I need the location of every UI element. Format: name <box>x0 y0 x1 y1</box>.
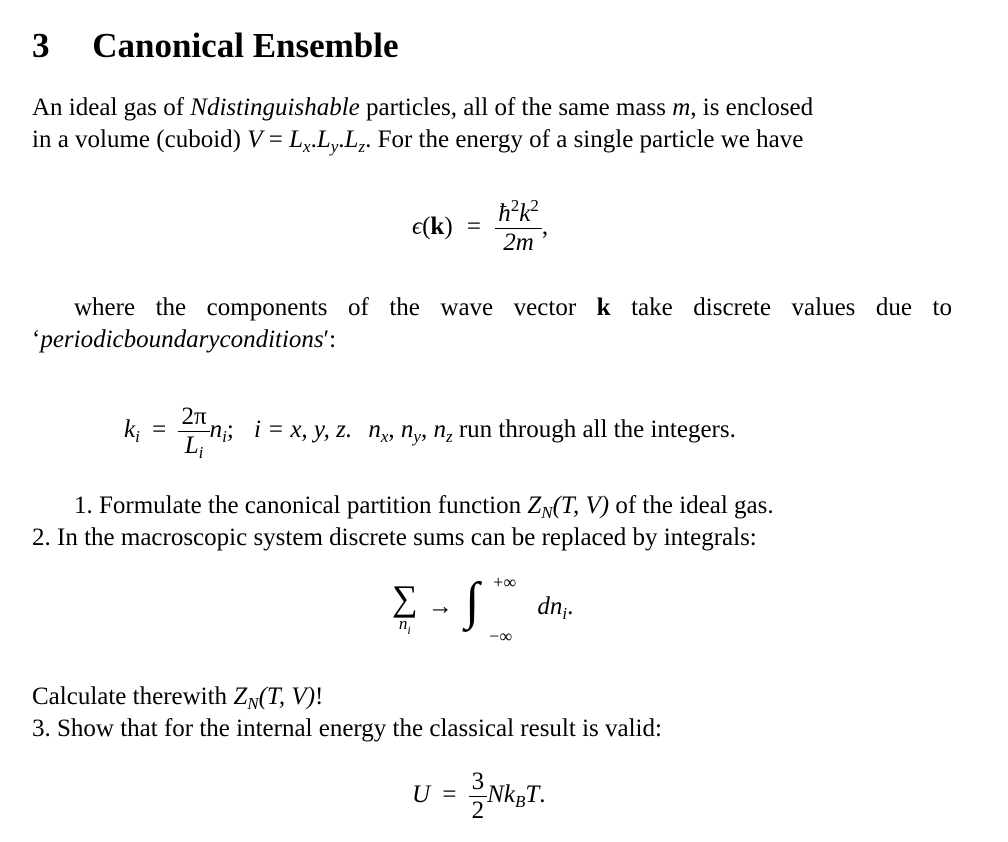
para2-line-2 <box>32 324 952 356</box>
lower-limit: −∞ <box>489 626 513 646</box>
var-l: L <box>316 126 331 153</box>
exponent: 2 <box>530 196 539 215</box>
arguments: (T, V) <box>258 683 316 710</box>
intro-paragraph <box>32 92 952 156</box>
comma: , <box>388 416 401 444</box>
sub-i: i <box>562 604 568 623</box>
sub-z: z <box>358 137 366 156</box>
period: . <box>567 593 574 620</box>
intro-text: particles, all of the same mass <box>359 94 673 121</box>
var-z: Z <box>527 492 542 519</box>
emphasis-distinguishable: distinguishable <box>206 94 360 121</box>
quote-close: ′: <box>323 326 337 353</box>
wave-vector-k: k <box>430 213 445 241</box>
sub-i: i <box>222 427 227 447</box>
sub-n: N <box>247 694 259 713</box>
sum-symbol: ∑ <box>392 578 418 618</box>
para2-text: take discrete values due to <box>610 294 952 321</box>
sub-y: y <box>330 137 339 156</box>
arguments: (T, V) <box>552 492 610 519</box>
intro-text: , is enclosed <box>690 94 814 121</box>
equals-sign: = <box>466 213 481 241</box>
paragraph-2 <box>32 292 952 356</box>
numerator: 3 <box>469 768 488 797</box>
equals-sign: = <box>442 781 457 809</box>
exclamation: ! <box>315 683 324 710</box>
list-item-2 <box>32 522 757 554</box>
var-n: n <box>368 416 381 444</box>
sub-i: i <box>407 623 411 637</box>
paren: ) <box>444 213 453 241</box>
arrow-symbol: → <box>427 593 453 620</box>
epsilon-symbol: ϵ <box>412 213 423 241</box>
dot: . <box>310 126 317 153</box>
var-n: N <box>487 781 504 809</box>
sub-n: N <box>541 503 553 522</box>
item2-text: 2. In the macroscopic system discrete sums can be replaced by integrals: <box>32 524 757 551</box>
intro-line-2 <box>32 124 952 156</box>
para2-text: where the components of the wave vector <box>74 294 597 321</box>
var-k: k <box>503 781 515 809</box>
var-k: k <box>124 416 136 444</box>
differential <box>537 593 574 623</box>
sub-x: x <box>303 137 311 156</box>
comma: , <box>420 416 434 444</box>
intro-text: An ideal gas of <box>32 94 191 121</box>
equation-internal-energy <box>412 768 546 825</box>
sub-z: z <box>445 427 453 447</box>
item3-text: 3. Show that for the internal energy the classical result is valid: <box>32 715 662 742</box>
intro-text: . For the energy of a single particle we have <box>365 126 804 153</box>
fraction-2pi-over-li <box>178 403 209 460</box>
var-l: L <box>289 126 304 153</box>
section-title: Canonical Ensemble <box>92 26 399 65</box>
paren: ( <box>422 213 431 241</box>
dn: dn <box>537 593 563 620</box>
denominator: 2m <box>503 229 534 256</box>
var-n: n <box>400 416 414 444</box>
semicolon: ; <box>226 416 234 444</box>
hbar-symbol: ħ <box>498 200 511 227</box>
emphasis-periodic-boundary-conditions: periodicboundaryconditions <box>40 326 324 353</box>
sub-y: y <box>413 427 421 447</box>
var-v: V <box>247 126 263 153</box>
list-item-3 <box>32 713 662 745</box>
intro-text: in a volume (cuboid) <box>32 126 248 153</box>
period: . <box>539 781 546 809</box>
intro-line-1 <box>32 92 952 124</box>
comma: , <box>541 213 549 241</box>
para2-line-1 <box>32 292 952 324</box>
wave-vector-k: k <box>596 294 611 321</box>
quote-open: ‘ <box>32 326 41 353</box>
var-n: n <box>433 416 446 444</box>
fraction-hbar2k2-over-2m <box>495 196 542 257</box>
section-number: 3 <box>32 26 50 65</box>
sub-b: B <box>514 792 526 812</box>
equals-sign: = <box>152 416 167 444</box>
upper-limit: +∞ <box>493 572 517 592</box>
var-l: L <box>184 432 199 459</box>
calculate-line <box>32 681 323 713</box>
var-n: n <box>209 416 223 444</box>
integers-text: run through all the integers. <box>452 416 736 444</box>
numerator: 2π <box>178 403 209 432</box>
n-variables <box>368 416 453 447</box>
index-range: i = x, y, z. <box>254 416 353 444</box>
integral-symbol: ∫ <box>465 573 480 630</box>
calc-text: Calculate therewith <box>32 683 234 710</box>
equation-energy <box>412 196 549 257</box>
integral-operator <box>463 570 525 644</box>
var-u: U <box>412 781 431 809</box>
section-heading <box>32 26 399 66</box>
numerator <box>495 196 542 229</box>
var-t: T <box>525 781 540 809</box>
var-l: L <box>344 126 359 153</box>
sub-i: i <box>135 427 140 447</box>
var-z: Z <box>233 683 248 710</box>
fraction-3-over-2 <box>469 768 488 825</box>
sub-x: x <box>380 427 389 447</box>
exponent: 2 <box>510 196 520 215</box>
item1-text: 1. Formulate the canonical partition function <box>74 492 528 519</box>
sub-i: i <box>198 443 204 462</box>
var-n: n <box>398 614 408 633</box>
sum-operator <box>392 578 418 637</box>
equals-sign: = <box>262 126 290 153</box>
var-n: N <box>190 94 207 121</box>
denominator <box>178 432 209 460</box>
equation-k-discrete <box>124 403 736 460</box>
item1-text: of the ideal gas. <box>609 492 774 519</box>
dot: . <box>338 126 345 153</box>
var-k: k <box>519 200 531 227</box>
equation-sum-to-integral <box>392 570 573 644</box>
denominator: 2 <box>471 797 485 824</box>
list-item-1 <box>74 490 774 522</box>
var-m: m <box>672 94 691 121</box>
